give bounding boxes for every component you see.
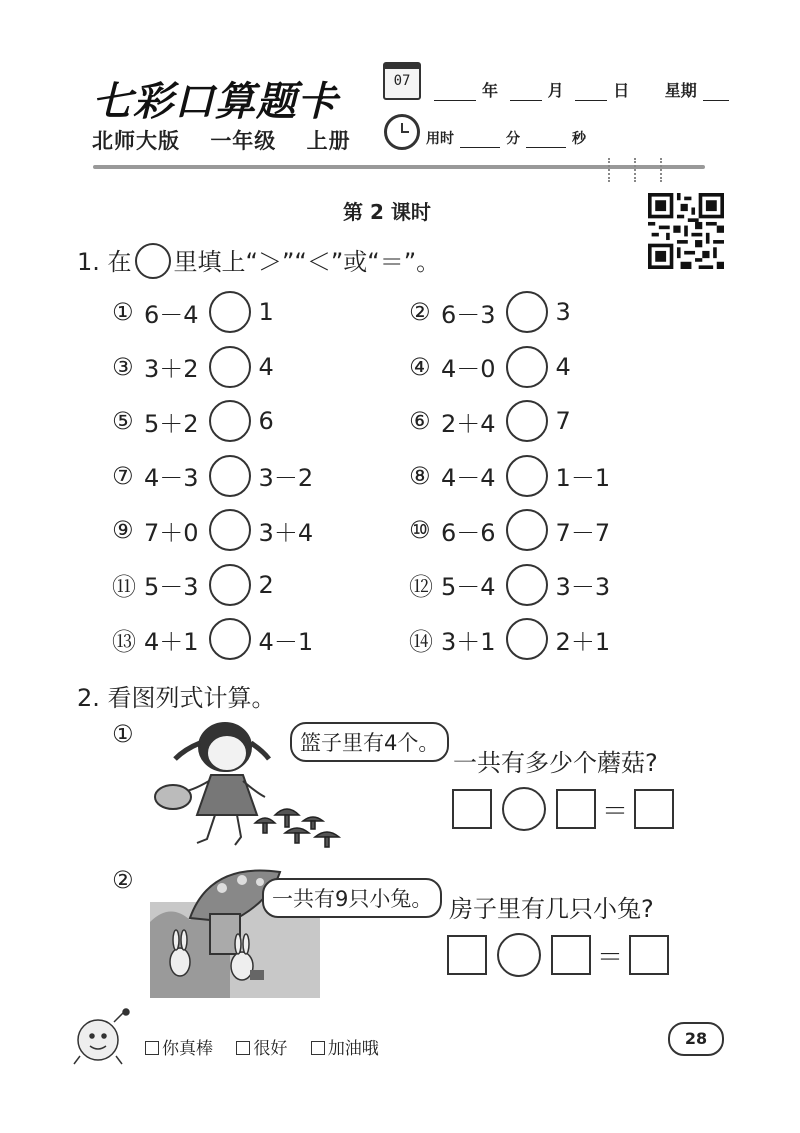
month-label: 月 — [547, 81, 564, 100]
right-expression: 4－1 — [258, 627, 314, 656]
question-1-prefix: 1. 在 — [77, 248, 132, 276]
edition-grade: 一年级 — [210, 129, 277, 153]
item-number: ⑨ — [112, 516, 134, 544]
left-expression: 3＋2 — [144, 355, 199, 383]
right-expression: 4 — [555, 352, 571, 381]
qr-code-icon[interactable] — [648, 193, 724, 269]
left-expression: 5－4 — [441, 573, 496, 601]
left-expression: 6－4 — [144, 300, 199, 329]
answer-circle[interactable] — [506, 455, 548, 497]
time-used-label: 用时 — [426, 131, 454, 147]
right-expression: 2＋1 — [555, 627, 611, 656]
lesson-title: 第 2 课时 — [343, 200, 431, 224]
item-number: ⑦ — [112, 461, 134, 490]
item-number: ⑫ — [409, 573, 433, 601]
month-blank[interactable] — [510, 100, 542, 101]
right-expression: 6 — [258, 407, 274, 435]
comparison-item — [112, 346, 313, 388]
divider-bead — [660, 158, 664, 182]
comparison-item — [409, 346, 610, 388]
calendar-day: 07 — [393, 73, 411, 89]
clock-icon — [384, 114, 420, 150]
evaluation-option[interactable] — [236, 1039, 287, 1059]
header-divider — [93, 165, 705, 169]
circle-symbol — [135, 243, 171, 279]
left-expression: 5－3 — [144, 573, 199, 601]
answer-circle[interactable] — [506, 564, 548, 606]
divider-bead — [634, 158, 638, 182]
comparison-item — [409, 509, 610, 551]
left-expression: 4－4 — [441, 464, 496, 492]
equation-row — [447, 933, 669, 977]
speech-bubble: 篮子里有4个。 — [290, 722, 449, 762]
edition-volume: 上册 — [306, 129, 351, 153]
right-expression: 3－2 — [258, 464, 314, 492]
right-expression: 3＋4 — [258, 518, 314, 547]
question-2-title: 2. 看图列式计算。 — [77, 684, 276, 712]
left-expression: 4－3 — [144, 464, 199, 492]
item-number: ③ — [112, 352, 134, 381]
left-expression: 6－6 — [441, 518, 496, 547]
answer-circle[interactable] — [209, 346, 251, 388]
checkbox-icon[interactable] — [145, 1041, 159, 1055]
edition-line — [92, 125, 373, 155]
answer-box[interactable] — [452, 789, 492, 829]
question-text: 一共有多少个蘑菇? — [453, 749, 658, 777]
comparison-item — [409, 455, 610, 497]
right-expression: 1－1 — [555, 464, 611, 492]
left-expression: 4＋1 — [144, 627, 199, 656]
year-label: 年 — [482, 81, 499, 100]
question-1-right-column — [409, 291, 610, 660]
comparison-item — [409, 291, 610, 333]
answer-circle[interactable] — [506, 346, 548, 388]
right-expression: 3－3 — [555, 573, 611, 601]
right-expression: 1 — [258, 298, 274, 326]
divider-bead — [608, 158, 612, 182]
answer-box[interactable] — [447, 935, 487, 975]
comparison-item — [409, 400, 610, 442]
answer-circle[interactable] — [209, 291, 251, 333]
seconds-blank[interactable] — [526, 147, 566, 148]
answer-circle[interactable] — [506, 291, 548, 333]
answer-circle[interactable] — [506, 618, 548, 660]
comparison-item — [112, 291, 313, 333]
comparison-item — [112, 618, 313, 660]
answer-box[interactable] — [634, 789, 674, 829]
right-expression: 4 — [258, 352, 274, 381]
answer-box[interactable] — [629, 935, 669, 975]
left-expression: 2＋4 — [441, 409, 496, 438]
item-number: ⑤ — [112, 407, 134, 435]
item-number: ② — [112, 866, 134, 894]
left-expression: 3＋1 — [441, 627, 496, 656]
evaluation-option[interactable] — [311, 1039, 379, 1059]
question-1-left-column — [112, 291, 313, 660]
operator-circle[interactable] — [497, 933, 541, 977]
comparison-item — [112, 400, 313, 442]
equals-sign: ＝ — [602, 796, 629, 827]
answer-circle[interactable] — [506, 400, 548, 442]
evaluation-option[interactable] — [145, 1039, 213, 1059]
right-expression: 2 — [258, 570, 274, 599]
checkbox-icon[interactable] — [311, 1041, 325, 1055]
item-number: ① — [112, 720, 134, 748]
edition-publisher: 北师大版 — [92, 129, 180, 153]
evaluation-label: 很好 — [253, 1039, 288, 1059]
comparison-item — [409, 564, 610, 606]
right-expression: 7 — [555, 407, 571, 435]
year-blank[interactable] — [434, 100, 476, 101]
calendar-icon — [383, 66, 421, 100]
evaluation-label: 加油哦 — [327, 1039, 379, 1059]
answer-circle[interactable] — [506, 509, 548, 551]
checkbox-icon[interactable] — [236, 1041, 250, 1055]
item-number: ① — [112, 298, 134, 326]
item-number: ⑬ — [112, 627, 136, 656]
minutes-label: 分 — [506, 131, 520, 147]
comparison-item — [112, 564, 313, 606]
evaluation-label: 你真棒 — [162, 1039, 213, 1059]
mascot-icon — [70, 1008, 132, 1068]
answer-circle[interactable] — [209, 618, 251, 660]
date-line — [428, 78, 735, 101]
item-number: ② — [409, 298, 431, 326]
minutes-blank[interactable] — [460, 147, 500, 148]
day-blank[interactable] — [575, 100, 607, 101]
item-number: ⑩ — [409, 516, 431, 544]
answer-box[interactable] — [556, 789, 596, 829]
self-evaluation — [145, 1034, 397, 1059]
question-1-instruction — [77, 242, 440, 279]
left-expression: 5＋2 — [144, 409, 199, 438]
item-number: ④ — [409, 352, 431, 381]
left-expression: 6－3 — [441, 300, 496, 329]
comparison-item — [409, 618, 610, 660]
speech-bubble: 一共有9只小兔。 — [262, 878, 442, 918]
equals-sign: ＝ — [597, 942, 624, 973]
week-label: 星期 — [664, 81, 697, 100]
answer-circle[interactable] — [209, 509, 251, 551]
right-expression: 3 — [555, 298, 571, 326]
item-number: ⑭ — [409, 627, 433, 656]
page-number: 28 — [668, 1022, 724, 1056]
item-number: ⑪ — [112, 573, 136, 601]
item-number: ⑥ — [409, 407, 431, 435]
left-expression: 7＋0 — [144, 518, 199, 547]
equation-row — [452, 787, 674, 831]
operator-circle[interactable] — [502, 787, 546, 831]
left-expression: 4－0 — [441, 355, 496, 383]
answer-circle[interactable] — [209, 455, 251, 497]
item-number: ⑧ — [409, 461, 431, 490]
seconds-label: 秒 — [572, 131, 586, 147]
answer-circle[interactable] — [209, 400, 251, 442]
day-label: 日 — [613, 81, 630, 100]
right-expression: 7－7 — [555, 518, 611, 547]
question-text: 房子里有几只小兔? — [449, 895, 654, 923]
answer-circle[interactable] — [209, 564, 251, 606]
time-used-line — [426, 128, 586, 148]
question-1-suffix: 里填上“＞”“＜”或“＝”。 — [173, 248, 441, 276]
week-blank[interactable] — [703, 100, 729, 101]
brand-title: 七彩口算题卡 — [92, 78, 338, 125]
comparison-item — [112, 455, 313, 497]
comparison-item — [112, 509, 313, 551]
answer-box[interactable] — [551, 935, 591, 975]
